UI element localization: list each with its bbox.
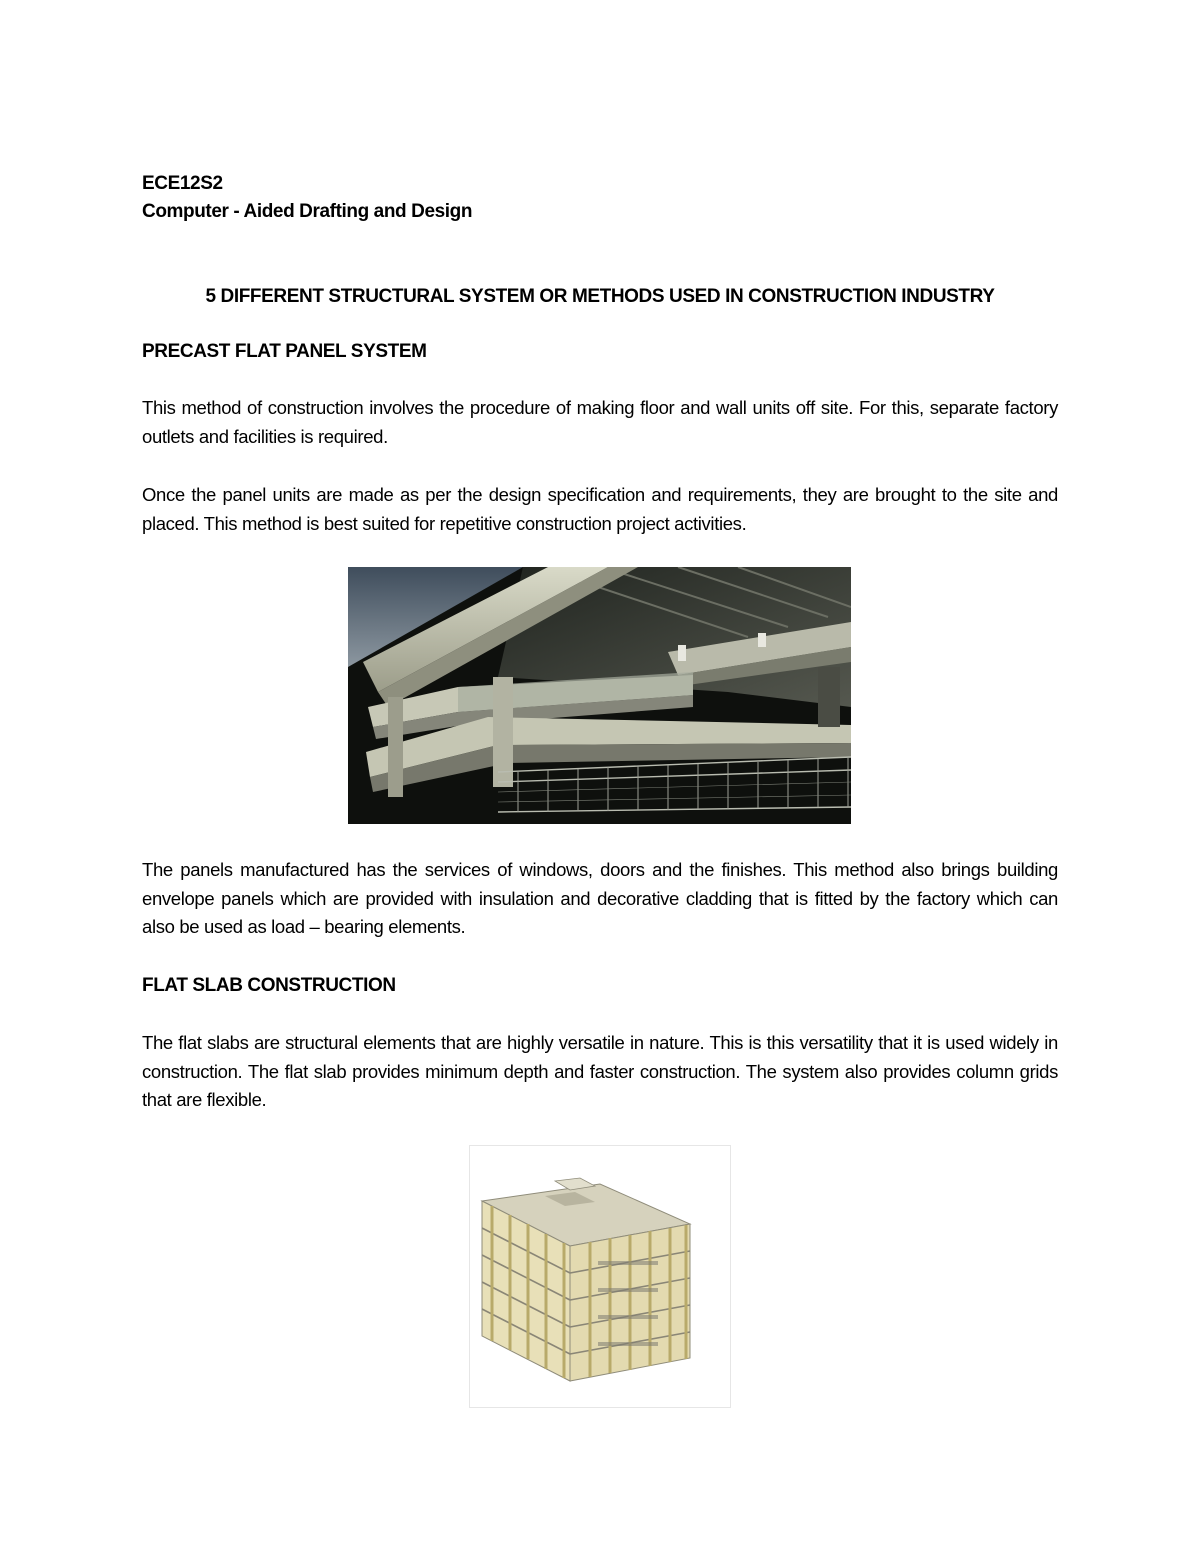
paragraph: Once the panel units are made as per the design specification and requirements, they are brought to the site and placed. This method is best suited for repetitive construction project activities.	[142, 484, 1058, 534]
section-heading-precast: PRECAST FLAT PANEL SYSTEM	[142, 341, 427, 362]
course-code: ECE12S2	[142, 173, 223, 194]
section-heading-flat-slab: FLAT SLAB CONSTRUCTION	[142, 975, 396, 996]
flat-slab-frame-image	[469, 1145, 731, 1408]
course-title: Computer - Aided Drafting and Design	[142, 201, 473, 222]
paragraph: The flat slabs are structural elements that are highly versatile in nature. This is this versatility that it is used widely in construction. The flat slab provides minimum depth and faster construction. The system also provides column grids that are flexible.	[142, 1032, 1058, 1110]
paragraph: The panels manufactured has the services of windows, doors and the finishes. This method also brings building envelope panels which are provided with insulation and decorative cladding that is fitted by the factory which can also be used as load – bearing elements.	[142, 859, 1058, 937]
document-title: 5 DIFFERENT STRUCTURAL SYSTEM OR METHODS USED IN CONSTRUCTION INDUSTRY	[205, 286, 995, 307]
precast-structure-image	[348, 567, 851, 824]
paragraph: This method of construction involves the procedure of making floor and wall units off site. For this, separate factory outlets and facilities is required.	[142, 397, 1058, 447]
